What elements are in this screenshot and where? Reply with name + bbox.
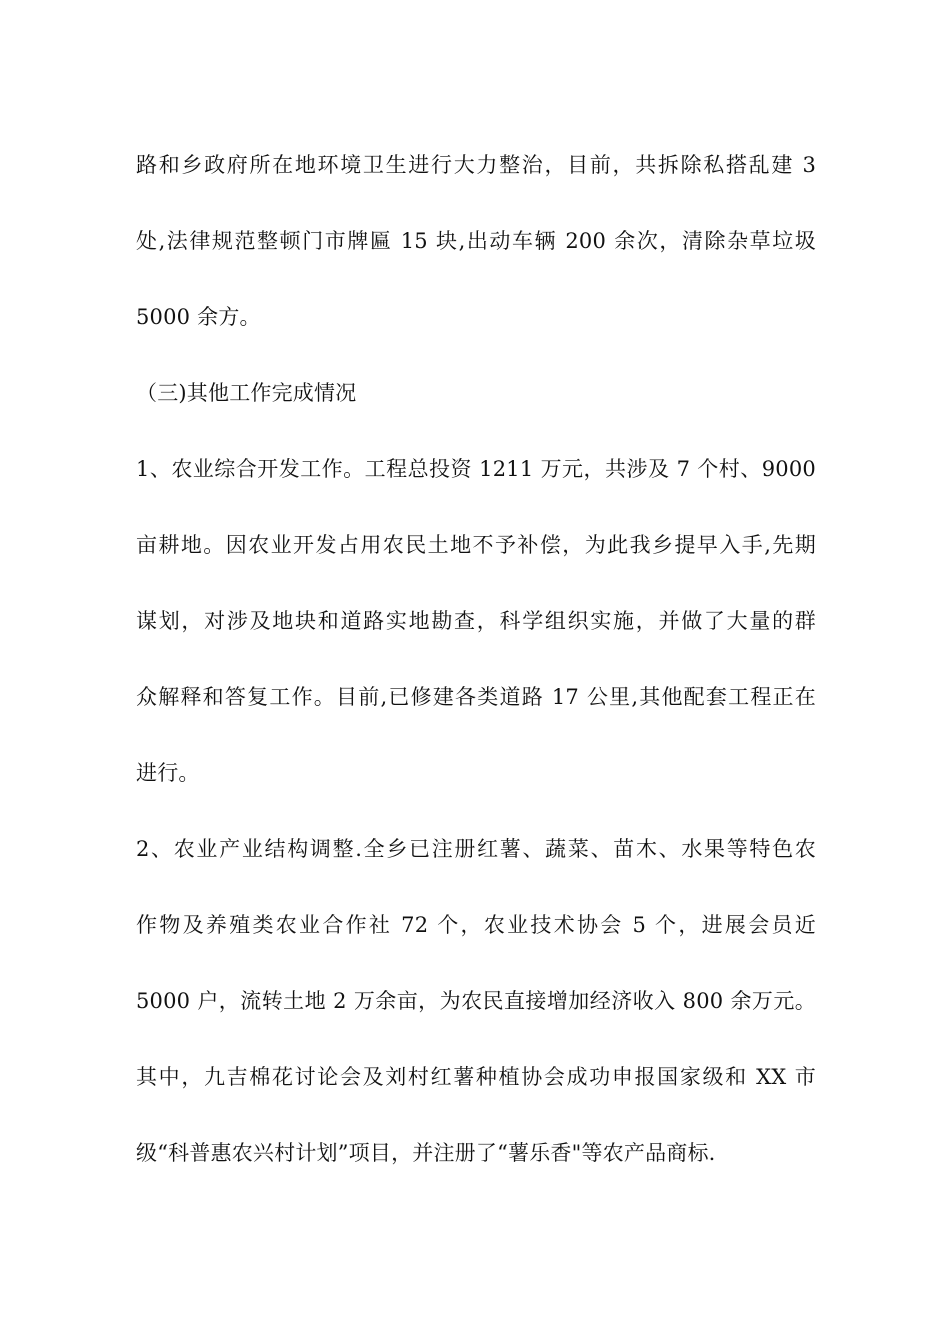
body-text-line: 路和乡政府所在地环境卫生进行大力整治，目前，共拆除私搭乱建 3	[136, 153, 816, 177]
body-text-line: 2、农业产业结构调整.全乡已注册红薯、蔬菜、苗木、水果等特色农	[136, 837, 816, 861]
body-text-line: 5000 户，流转土地 2 万余亩，为农民直接增加经济收入 800 余万元。	[136, 989, 816, 1013]
body-text-line: 其中，九吉棉花讨论会及刘村红薯种植协会成功申报国家级和 XX 市	[136, 1065, 816, 1089]
body-text-line: 级“科普惠农兴村计划”项目，并注册了“薯乐香"等农产品商标.	[136, 1141, 716, 1165]
body-text-line: 5000 余方。	[136, 305, 261, 329]
section-heading: （三)其他工作完成情况	[136, 381, 357, 405]
body-text-line: 进行。	[136, 761, 200, 785]
body-text-line: 1、农业综合开发工作。工程总投资 1211 万元，共涉及 7 个村、9000	[136, 457, 816, 481]
body-text-line: 作物及养殖类农业合作社 72 个，农业技术协会 5 个，进展会员近	[136, 913, 816, 937]
body-text-line: 众解释和答复工作。目前,已修建各类道路 17 公里,其他配套工程正在	[136, 685, 816, 709]
body-text-line: 处,法律规范整顿门市牌匾 15 块,出动车辆 200 余次，清除杂草垃圾	[136, 229, 816, 253]
body-text-line: 谋划，对涉及地块和道路实地勘查，科学组织实施，并做了大量的群	[136, 609, 816, 633]
body-text-line: 亩耕地。因农业开发占用农民土地不予补偿，为此我乡提早入手,先期	[136, 533, 816, 557]
